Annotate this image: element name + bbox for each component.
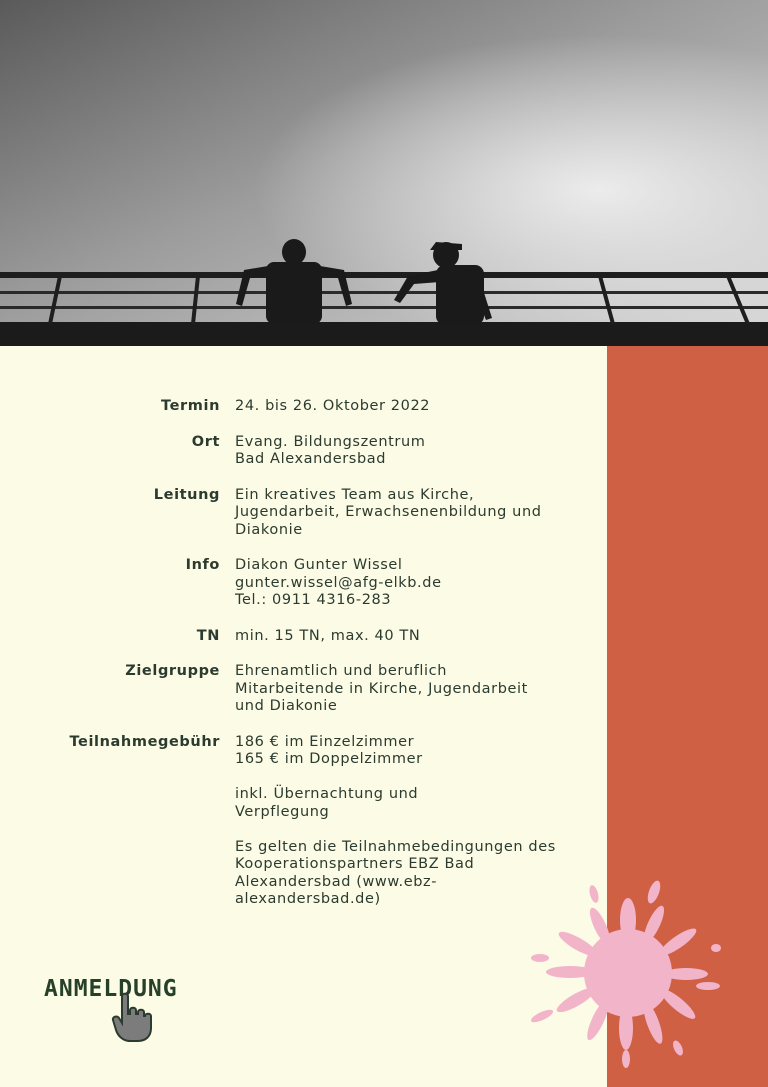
detail-value — [235, 628, 590, 646]
paint-splash-icon — [528, 878, 728, 1068]
fee-line: 186 € im Einzelzimmer — [235, 733, 415, 750]
detail-line: Bad Alexandersbad — [235, 451, 387, 467]
registration-button[interactable]: ANMELDUNG — [44, 976, 178, 1002]
detail-line: Mitarbeitende in Kirche, Jugendarbeit — [235, 680, 528, 697]
detail-line: Ein kreatives Team aus Kirche, — [235, 486, 475, 503]
detail-line: Diakonie — [235, 521, 303, 538]
contact-phone: Tel.: 0911 4316-283 — [235, 592, 392, 608]
silhouettes-on-bridge-photo — [0, 0, 768, 346]
detail-label: Info — [185, 557, 220, 573]
detail-row-leitung — [60, 487, 590, 540]
fee-line: inkl. Übernachtung und — [235, 786, 419, 802]
pointing-hand-icon[interactable] — [110, 992, 156, 1044]
fee-line: Kooperationspartners EBZ Bad — [235, 856, 475, 872]
fee-line: Verpflegung — [235, 803, 330, 820]
detail-label: Termin — [161, 398, 220, 414]
detail-row-info — [60, 557, 590, 610]
event-details — [60, 398, 590, 927]
detail-value — [235, 487, 590, 540]
fee-line: 165 € im Doppelzimmer — [235, 751, 423, 767]
detail-line: Ehrenamtlich und beruflich — [235, 663, 448, 679]
fee-includes — [235, 786, 590, 821]
detail-row-termin — [60, 398, 590, 416]
detail-line: Evang. Bildungszentrum — [235, 433, 426, 450]
detail-value — [235, 663, 590, 716]
detail-line: und Diakonie — [235, 698, 338, 714]
detail-line: Jugendarbeit, Erwachsenenbildung und — [235, 504, 542, 520]
fee-line: Es gelten die Teilnahmebedingungen des — [235, 838, 556, 855]
detail-row-tn — [60, 628, 590, 646]
fee-prices — [235, 734, 590, 769]
detail-label: Ort — [191, 433, 220, 450]
fee-line: Alexandersbad (www.ebz- — [235, 873, 438, 890]
contact-name: Diakon Gunter Wissel — [235, 557, 403, 573]
detail-line: min. 15 TN, max. 40 TN — [235, 627, 421, 644]
detail-row-ort — [60, 434, 590, 469]
detail-line: 24. bis 26. Oktober 2022 — [235, 398, 431, 414]
detail-value — [235, 434, 590, 469]
fee-line: alexandersbad.de) — [235, 891, 381, 907]
detail-value — [235, 398, 590, 416]
detail-label: Zielgruppe — [125, 663, 220, 679]
detail-label: Teilnahmegebühr — [69, 733, 220, 750]
detail-row-zielgruppe — [60, 663, 590, 716]
detail-row-fee — [60, 734, 590, 909]
contact-email-link[interactable]: gunter.wissel@afg-elkb.de — [235, 574, 442, 591]
detail-value — [235, 557, 590, 610]
header-photo — [0, 0, 768, 346]
detail-label: Leitung — [153, 486, 220, 503]
detail-label: TN — [196, 627, 220, 644]
